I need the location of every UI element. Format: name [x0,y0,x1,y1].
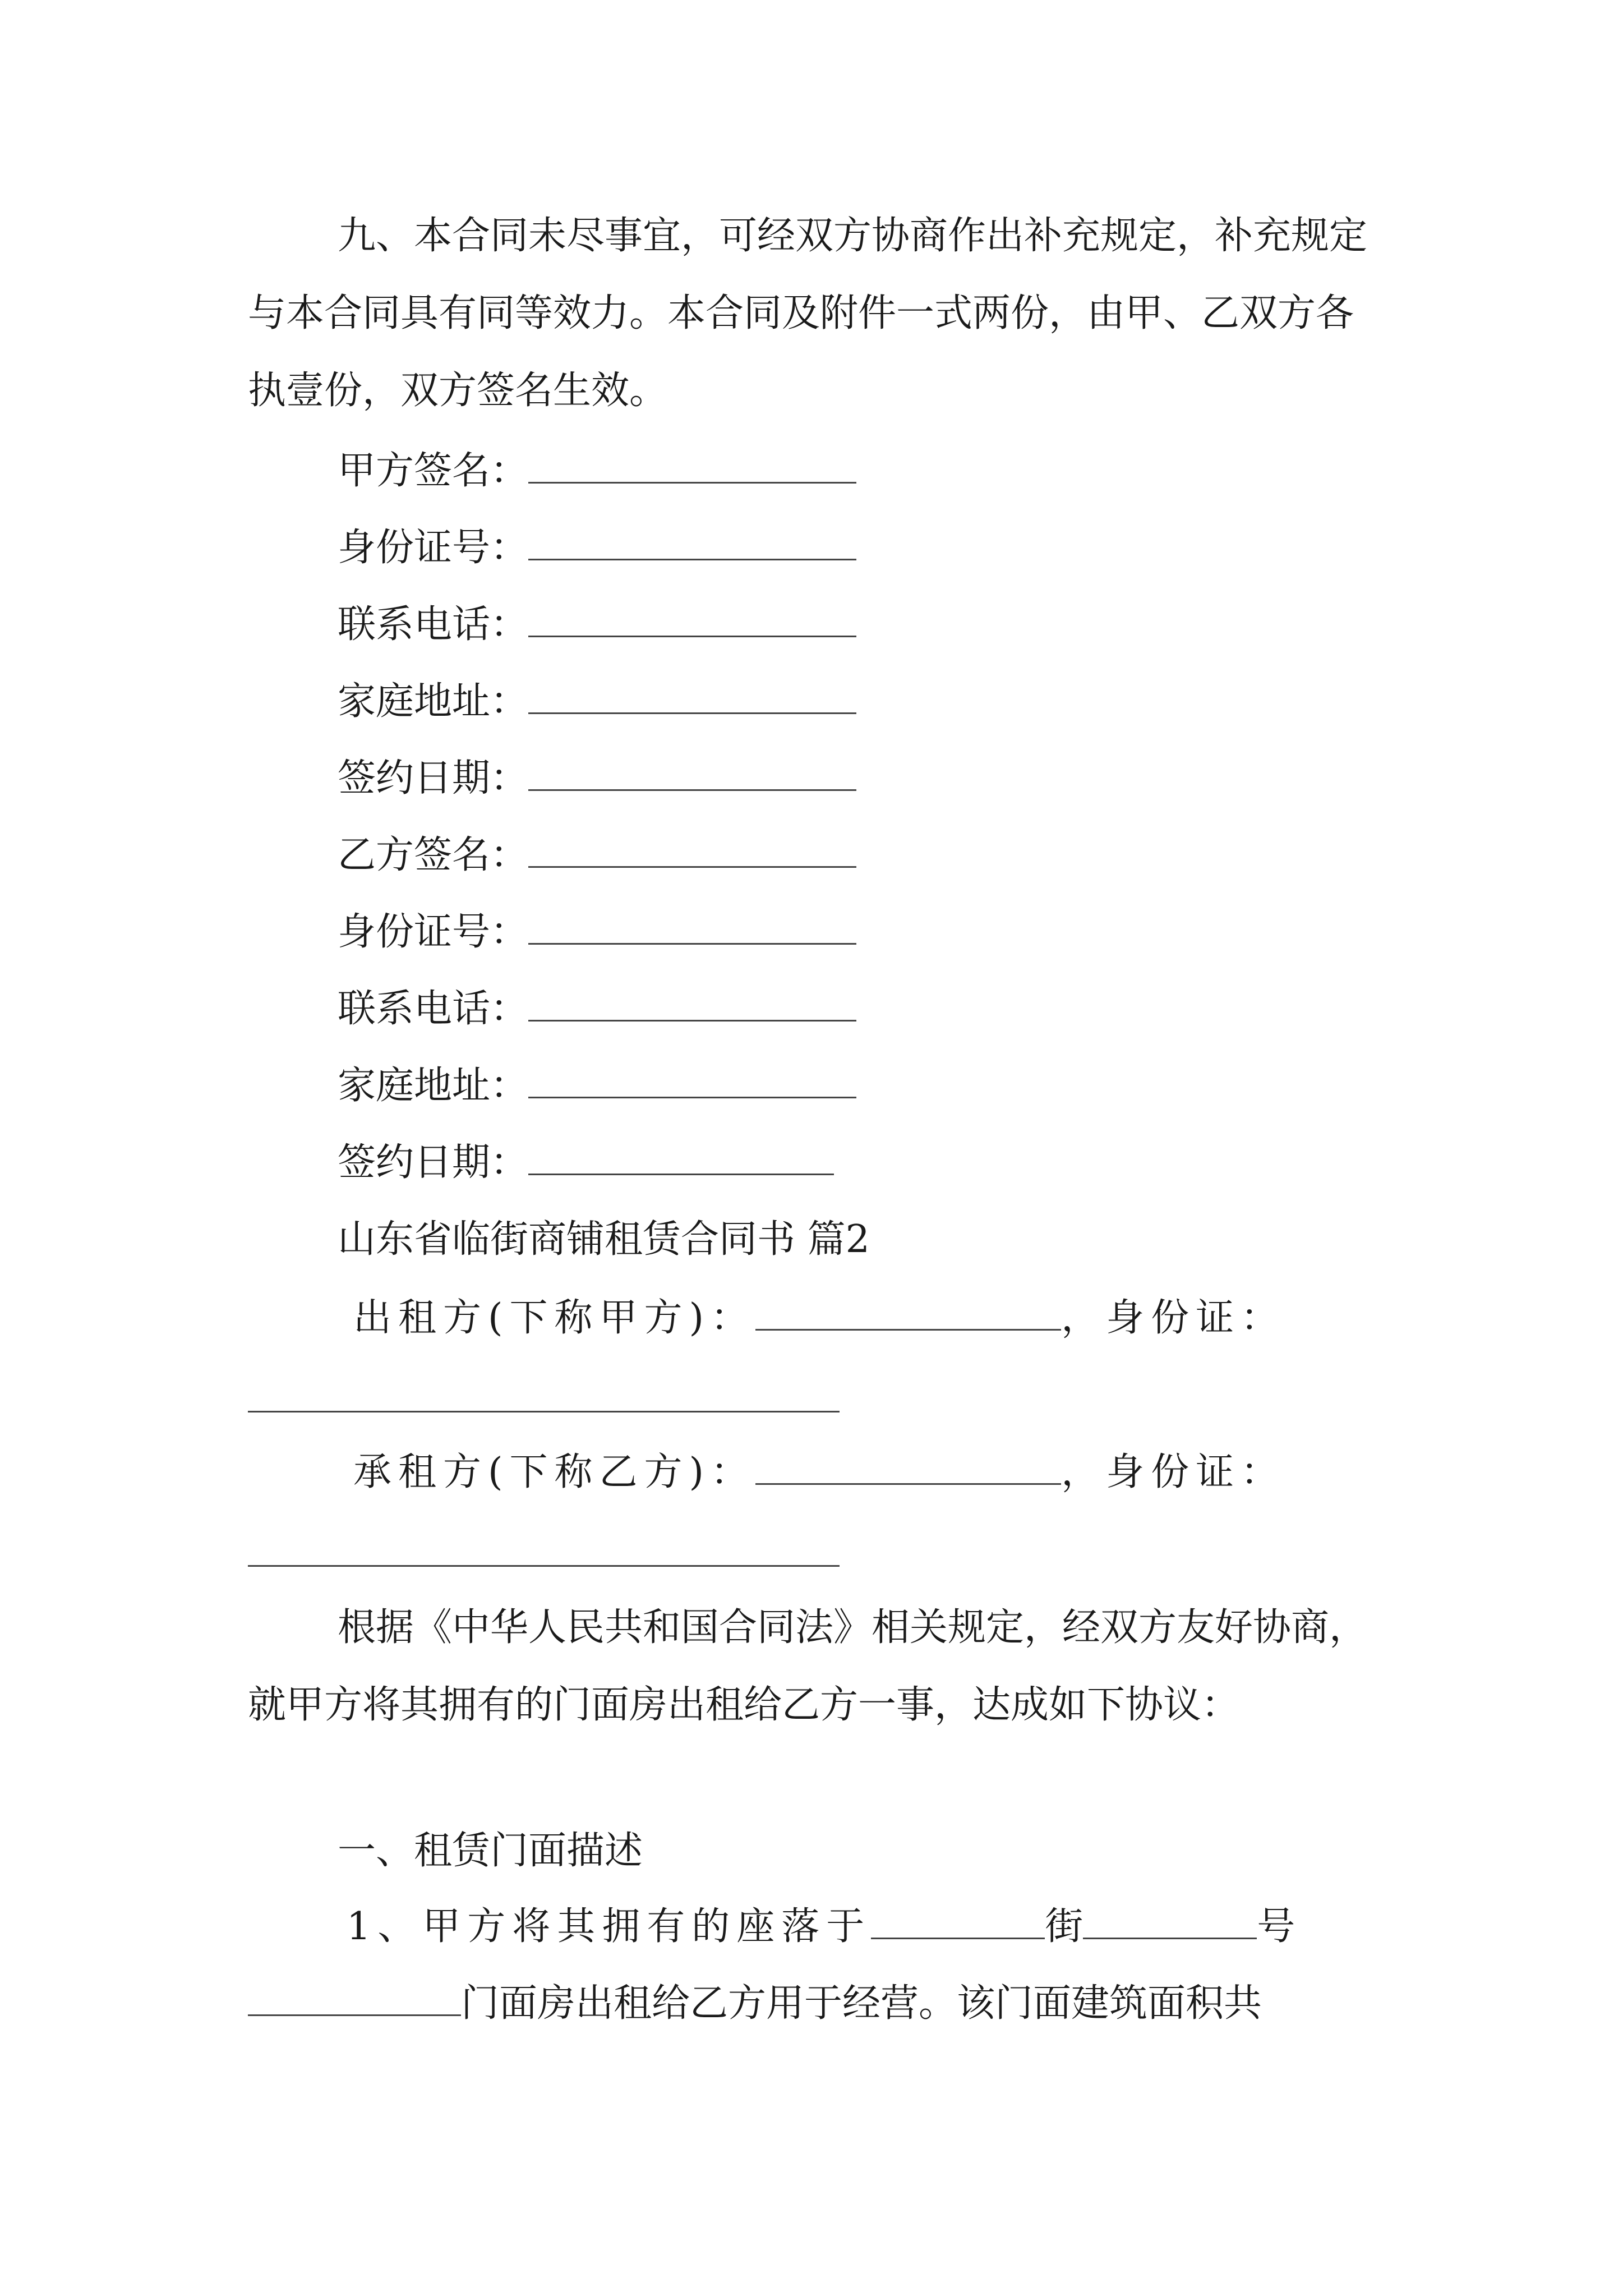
phone-blank[interactable] [528,991,856,1022]
lessor-id-blank[interactable] [248,1411,840,1412]
signature-row [338,520,856,576]
street-number-blank[interactable] [1083,1908,1257,1939]
item-1-row [347,1899,1295,1955]
field-label: 家庭地址： [338,679,529,724]
field-label: 乙方签名： [338,833,529,877]
lessor-label: 出租方(下称甲方)： [353,1296,756,1340]
field-label: 签约日期： [338,756,529,800]
signature-row [338,443,856,499]
field-label: 联系电话： [338,987,529,1031]
lessee-id-blank[interactable] [248,1565,840,1567]
lessee-label: 承租方(下称乙方)： [353,1450,756,1494]
date-blank[interactable] [528,1144,834,1175]
item-1-text: 门面房出租给乙方用于经营。该门面建筑面积共 [461,1981,1262,2026]
signature-row [338,1058,856,1114]
unit-blank[interactable] [248,1985,461,2016]
signature-row [338,904,856,960]
date-blank[interactable] [528,760,856,791]
item-1-prefix: 1、甲方将其拥有的座落于 [347,1904,872,1949]
lessee-name-blank[interactable] [755,1454,1061,1485]
field-label: 身份证号： [338,526,529,570]
signature-row [338,597,856,653]
signature-row [338,981,856,1037]
signature-blank[interactable] [528,453,856,484]
id-label: ，身份证： [1061,1296,1286,1340]
location-blank[interactable] [871,1908,1045,1939]
field-label: 家庭地址： [338,1064,529,1108]
signature-row [338,827,856,884]
part-1-title: 一、租赁门面描述 [338,1829,643,1873]
clause-9-paragraph: 九、本合同未尽事宜，可经双方协商作出补充规定，补充规定与本合同具有同等效力。本合同及附件一式两份，由甲、乙双方各执壹份，双方签名生效。 [248,214,1368,413]
field-label: 签约日期： [338,1140,529,1185]
address-blank[interactable] [528,1068,856,1098]
field-label: 联系电话： [338,602,529,647]
id-number-blank[interactable] [528,914,856,945]
number-label: 号 [1257,1904,1295,1949]
address-blank[interactable] [528,683,856,714]
street-label: 街 [1045,1904,1083,1949]
id-label: ，身份证： [1061,1450,1286,1494]
lessor-name-blank[interactable] [755,1300,1061,1331]
signature-row [338,751,856,807]
phone-blank[interactable] [528,606,856,637]
intro-paragraph: 根据《中华人民共和国合同法》相关规定，经双方友好协商，就甲方将其拥有的门面房出租给乙方一事，达成如下协议： [248,1605,1368,1727]
lessee-row [353,1444,1285,1501]
item-1-continuation [248,1976,1262,2032]
field-label: 甲方签名： [338,449,529,493]
signature-row [338,1135,834,1191]
signature-row [338,674,856,730]
lessor-row [353,1290,1285,1346]
signature-blank[interactable] [528,837,856,868]
section-heading: 山东省临街商铺租赁合同书 篇2 [338,1217,870,1262]
field-label: 身份证号： [338,910,529,954]
id-number-blank[interactable] [528,530,856,560]
